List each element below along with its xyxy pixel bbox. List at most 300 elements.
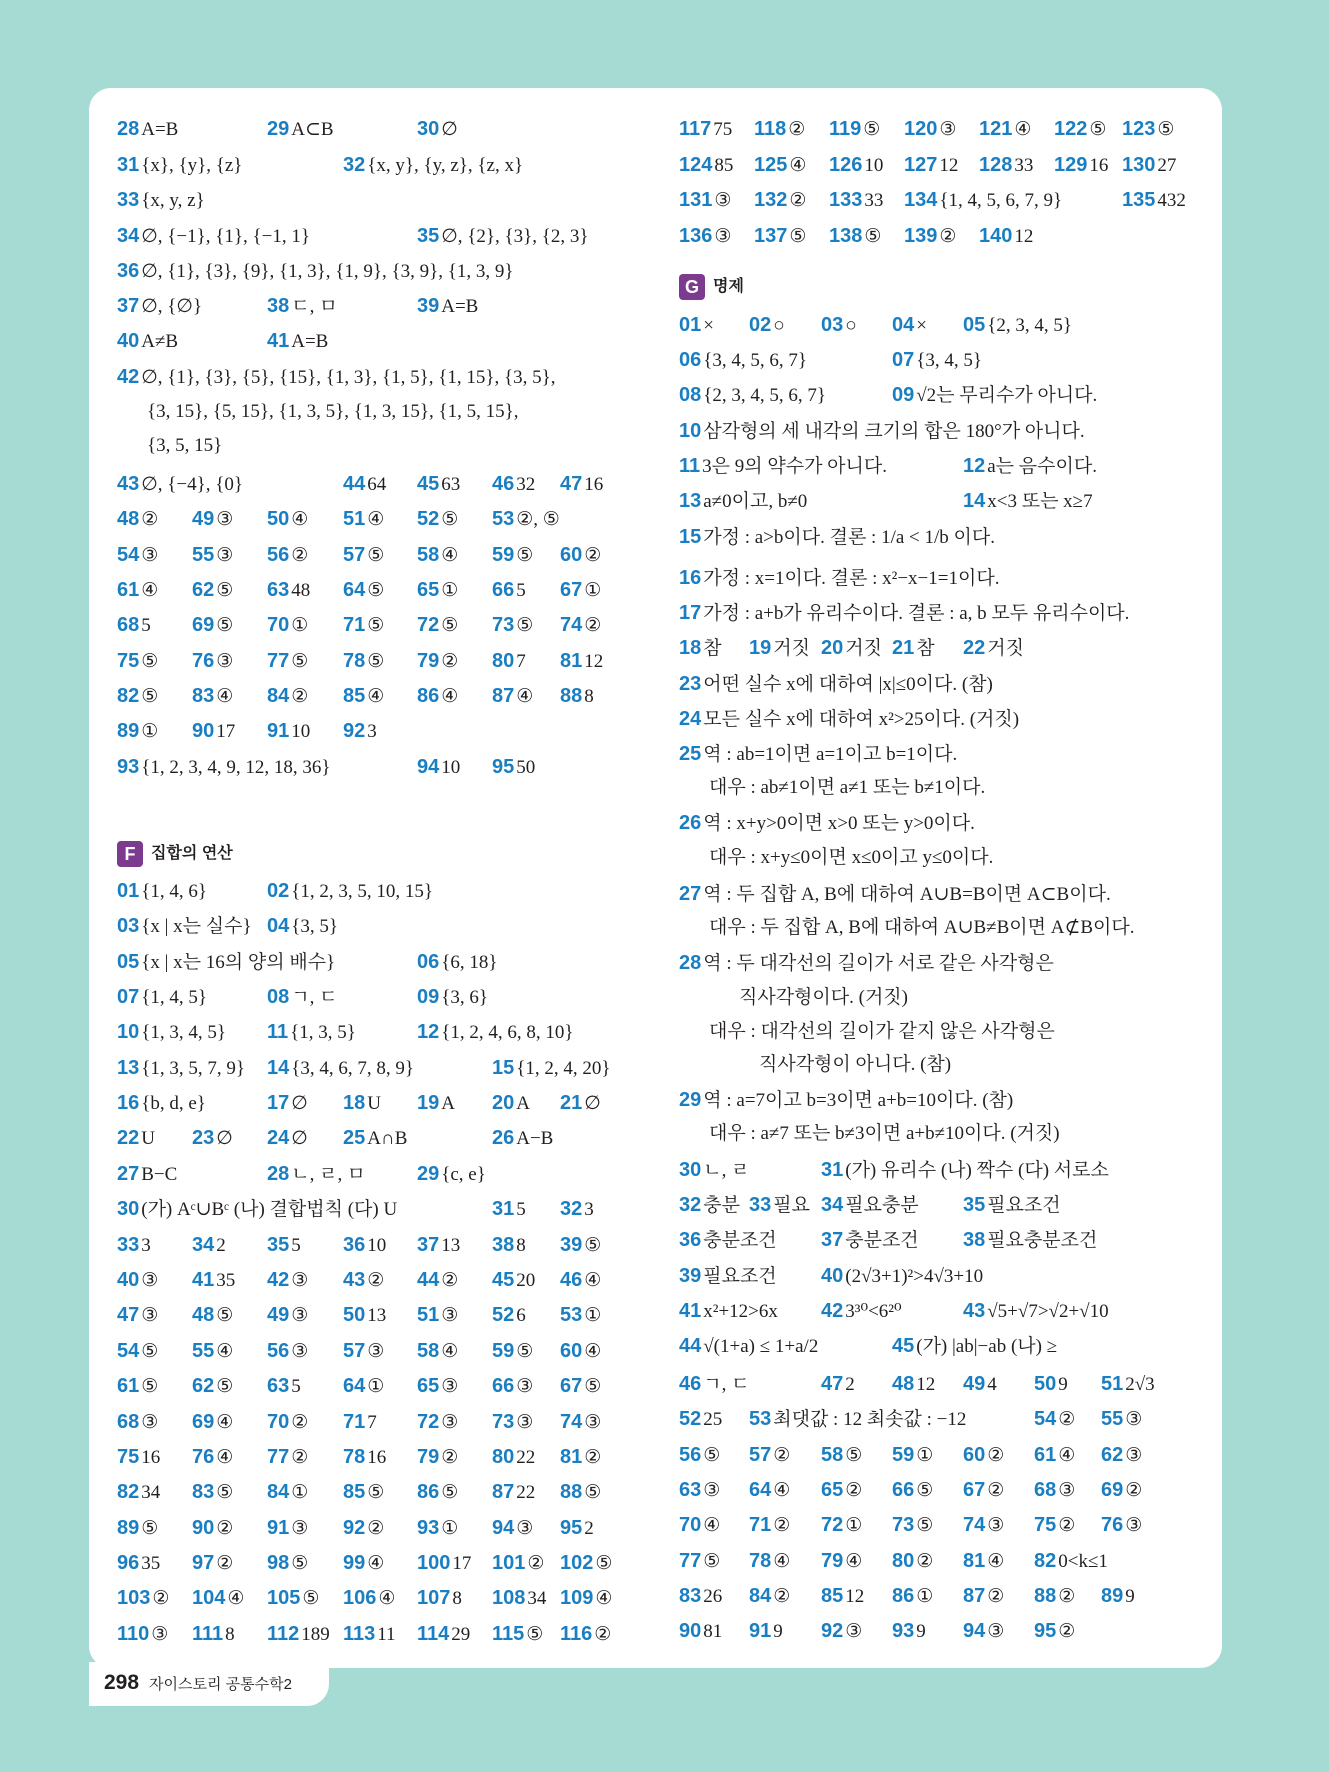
answer-text: ④: [291, 509, 309, 530]
answer-text: A: [441, 1093, 455, 1114]
problem-number: 73: [492, 1411, 515, 1433]
answer-item: [267, 1442, 308, 1473]
problem-number: 50: [1034, 1373, 1057, 1395]
answer-item: [343, 716, 377, 747]
answer-item: [417, 1300, 458, 1331]
answer-text: ③: [441, 1305, 459, 1326]
answer-item: [117, 1230, 151, 1261]
answer-item: [963, 310, 1072, 341]
answer-text: ⑤: [584, 1482, 602, 1503]
problem-number: 05: [963, 314, 986, 336]
answer-item: [117, 150, 242, 181]
answer-text: ②: [367, 1270, 385, 1291]
answer-text: 참: [703, 638, 722, 659]
problem-number: 83: [192, 1481, 215, 1503]
answer-item: [117, 911, 252, 942]
answer-text: {6, 18}: [441, 952, 498, 973]
problem-number: 59: [892, 1444, 915, 1466]
answer-item: [892, 633, 935, 664]
answer-item: [679, 380, 826, 411]
answer-item: [679, 1475, 720, 1506]
answer-text: 직사각형이 아니다. (참): [759, 1054, 952, 1075]
answer-text: {1, 2, 3, 5, 10, 15}: [291, 881, 433, 902]
answer-item: [679, 310, 714, 341]
problem-number: 03: [117, 915, 140, 937]
answer-text: ③: [291, 1305, 309, 1326]
answer-text: 9: [1058, 1374, 1068, 1395]
answer-item: [963, 1546, 1004, 1577]
problem-number: 65: [417, 579, 440, 601]
problem-number: 55: [192, 1340, 215, 1362]
answer-item: [904, 221, 956, 252]
answer-text: ⑤: [367, 651, 385, 672]
answer-item: [963, 1369, 997, 1400]
problem-number: 52: [417, 508, 440, 530]
answer-text: ①: [441, 580, 459, 601]
answer-text: 대우 : 두 집합 A, B에 대하여 A∪B≠B이면 A⊄B이다.: [709, 917, 1135, 938]
problem-number: 124: [679, 154, 713, 176]
problem-number: 16: [117, 1092, 140, 1114]
answer-item: [679, 1510, 720, 1541]
answer-text: ⑤: [141, 1341, 159, 1362]
problem-number: 45: [417, 473, 440, 495]
answer-text: A=B: [291, 331, 329, 352]
answer-text: 35: [216, 1270, 236, 1291]
answer-text: ⑤: [595, 1553, 613, 1574]
answer-item: [492, 610, 533, 641]
answer-item: [1034, 1369, 1068, 1400]
problem-number: 87: [492, 1481, 515, 1503]
answer-item: [267, 911, 338, 942]
answer-text: ④: [1058, 1445, 1076, 1466]
problem-number: 64: [343, 1375, 366, 1397]
answer-text: 25: [703, 1409, 723, 1430]
answer-text: ④: [367, 686, 385, 707]
answer-text: 32: [516, 474, 536, 495]
problem-number: 101: [492, 1552, 526, 1574]
problem-number: 123: [1122, 118, 1156, 140]
problem-number: 20: [492, 1092, 515, 1114]
answer-text: ④: [773, 1551, 791, 1572]
problem-number: 78: [343, 1446, 366, 1468]
answer-text: ①: [584, 580, 602, 601]
problem-number: 81: [963, 1550, 986, 1572]
answer-text: {3, 4, 6, 7, 8, 9}: [291, 1058, 414, 1079]
problem-number: 86: [892, 1585, 915, 1607]
answer-item: [679, 416, 1085, 447]
answer-item: [343, 1619, 396, 1650]
problem-number: 83: [192, 685, 215, 707]
answer-text: ③: [987, 1621, 1005, 1642]
answer-text: ∅: [216, 1128, 233, 1149]
answer-text: 4: [987, 1374, 997, 1395]
problem-number: 80: [492, 1446, 515, 1468]
answer-text: ⑤: [916, 1515, 934, 1536]
answer-text: 가정 : a>b이다. 결론 : 1/a < 1/b 이다.: [703, 527, 995, 548]
answer-text: A⊂B: [291, 119, 334, 140]
problem-number: 72: [417, 614, 440, 636]
problem-number: 31: [492, 1198, 515, 1220]
answer-text: 16: [367, 1447, 387, 1468]
answer-item: [679, 598, 1129, 629]
answer-text: 5: [291, 1235, 301, 1256]
answer-text: 8: [225, 1624, 235, 1645]
answer-item: [560, 1371, 601, 1402]
answer-item: [267, 1053, 414, 1084]
problem-number: 33: [749, 1194, 772, 1216]
answer-item: [492, 1265, 535, 1296]
problem-number: 108: [492, 1587, 526, 1609]
answer-text: 13: [441, 1235, 461, 1256]
problem-number: 70: [267, 1411, 290, 1433]
answer-text: ③: [291, 1518, 309, 1539]
answer-item: [679, 1440, 720, 1471]
problem-number: 70: [679, 1514, 702, 1536]
answer-item: [709, 1119, 1060, 1149]
problem-number: 08: [267, 986, 290, 1008]
problem-number: 73: [492, 614, 515, 636]
section-header-g: [679, 272, 744, 302]
answer-item: [192, 1583, 244, 1614]
problem-number: 37: [417, 1234, 440, 1256]
answer-text: ㄱ, ㄷ: [703, 1374, 750, 1395]
problem-number: 126: [829, 154, 863, 176]
problem-number: 55: [192, 544, 215, 566]
answer-item: [117, 575, 158, 606]
problem-number: 80: [492, 650, 515, 672]
answer-item: [679, 1581, 722, 1612]
problem-number: 28: [117, 118, 140, 140]
answer-text: ②: [584, 545, 602, 566]
answer-text: 16: [584, 474, 604, 495]
answer-text: 역 : ab=1이면 a=1이고 b=1이다.: [703, 744, 958, 765]
answer-item: [979, 221, 1033, 252]
problem-number: 27: [679, 883, 702, 905]
answer-text: 75: [713, 119, 733, 140]
problem-number: 15: [492, 1057, 515, 1079]
problem-number: 34: [192, 1234, 215, 1256]
problem-number: 127: [904, 154, 938, 176]
problem-number: 74: [963, 1514, 986, 1536]
answer-text: ②: [1125, 1480, 1143, 1501]
answer-item: [492, 1336, 533, 1367]
answer-item: [417, 1230, 460, 1261]
problem-number: 75: [117, 1446, 140, 1468]
problem-number: 23: [679, 673, 702, 695]
problem-number: 82: [1034, 1550, 1057, 1572]
answer-text: ⑤: [216, 1482, 234, 1503]
answer-item: [417, 1265, 458, 1296]
answer-text: {2, 3, 4, 5, 6, 7}: [703, 385, 826, 406]
book-title: 자이스토리 공통수학2: [149, 1676, 292, 1693]
answer-item: [492, 1619, 543, 1650]
answer-item: [267, 575, 310, 606]
problem-number: 03: [821, 314, 844, 336]
answer-text: ①: [291, 1482, 309, 1503]
answer-text: B−C: [141, 1164, 178, 1185]
answer-item: [117, 1583, 169, 1614]
problem-number: 12: [963, 455, 986, 477]
answer-text: (가) |ab|−ab (나) ≥: [916, 1336, 1058, 1357]
answer-text: 2√3: [1125, 1374, 1155, 1395]
answer-item: [821, 1510, 862, 1541]
problem-number: 90: [679, 1620, 702, 1642]
problem-number: 57: [343, 1340, 366, 1362]
answer-item: [117, 610, 151, 641]
answer-item: [560, 1583, 612, 1614]
answer-text: ②: [584, 615, 602, 636]
answer-text: 3: [367, 721, 377, 742]
answer-text: ③: [141, 545, 159, 566]
answer-text: {3, 6}: [441, 987, 488, 1008]
answer-text: ③: [441, 1376, 459, 1397]
answer-item: [417, 1336, 458, 1367]
answer-text: 10: [367, 1235, 387, 1256]
answer-item: [147, 431, 222, 461]
answer-item: [979, 114, 1031, 145]
problem-number: 49: [192, 508, 215, 530]
problem-number: 93: [892, 1620, 915, 1642]
problem-number: 112: [267, 1623, 300, 1645]
answer-text: ⑤: [141, 1376, 159, 1397]
answer-item: [749, 1616, 783, 1647]
problem-number: 08: [679, 384, 702, 406]
answer-text: ①: [916, 1586, 934, 1607]
answer-text: A≠B: [141, 331, 179, 352]
section-title: 명제: [713, 278, 744, 295]
problem-number: 50: [267, 508, 290, 530]
answer-text: {3, 5, 15}: [147, 435, 223, 456]
answer-text: ③: [516, 1376, 534, 1397]
answer-item: [679, 150, 733, 181]
answer-text: ①: [916, 1445, 934, 1466]
problem-number: 68: [117, 614, 140, 636]
problem-number: 88: [1034, 1585, 1057, 1607]
answer-item: [417, 1159, 486, 1190]
problem-number: 140: [979, 225, 1013, 247]
answer-text: ③: [939, 119, 957, 140]
answer-item: [267, 716, 310, 747]
answer-item: [267, 1477, 308, 1508]
answer-text: ∅, {1}, {3}, {9}, {1, 3}, {1, 9}, {3, 9}, {1, 3, 9}: [141, 261, 514, 282]
answer-text: ④: [141, 580, 159, 601]
answer-text: 0<k≤1: [1058, 1551, 1108, 1572]
answer-item: [679, 451, 887, 482]
answer-text: 8: [584, 686, 594, 707]
answer-text: ⑤: [367, 545, 385, 566]
answer-text: ④: [703, 1515, 721, 1536]
answer-item: [679, 114, 732, 145]
problem-number: 32: [560, 1198, 583, 1220]
answer-text: {1, 4, 5}: [141, 987, 207, 1008]
answer-item: [417, 1619, 470, 1650]
answer-item: [679, 1261, 777, 1292]
answer-item: [1034, 1440, 1075, 1471]
problem-number: 66: [492, 1375, 515, 1397]
problem-number: 104: [192, 1587, 226, 1609]
answer-item: [1101, 1369, 1155, 1400]
problem-number: 07: [892, 349, 915, 371]
answer-item: [417, 1477, 458, 1508]
answer-item: [117, 646, 158, 677]
answer-text: ㄴ, ㄹ, ㅁ: [291, 1164, 366, 1185]
answer-item: [492, 681, 533, 712]
answer-item: [267, 1619, 330, 1650]
problem-number: 69: [192, 614, 215, 636]
problem-number: 46: [492, 473, 515, 495]
problem-number: 13: [117, 1057, 140, 1079]
answer-text: ②: [939, 226, 957, 247]
problem-number: 33: [117, 189, 140, 211]
answer-text: ⑤: [703, 1445, 721, 1466]
problem-number: 30: [679, 1159, 702, 1181]
problem-number: 68: [117, 1411, 140, 1433]
problem-number: 75: [1034, 1514, 1057, 1536]
problem-number: 114: [417, 1623, 450, 1645]
answer-text: ⑤: [216, 1376, 234, 1397]
answer-item: [892, 1546, 933, 1577]
answer-item: [749, 1190, 810, 1221]
problem-number: 87: [492, 685, 515, 707]
answer-text: ⑤: [703, 1551, 721, 1572]
answer-text: {1, 4, 6}: [141, 881, 207, 902]
answer-text: {1, 3, 5}: [290, 1022, 356, 1043]
problem-number: 110: [117, 1623, 150, 1645]
answer-item: [679, 1369, 749, 1400]
answer-text: ②: [1058, 1409, 1076, 1430]
answer-text: 대우 : a≠7 또는 b≠3이면 a+b≠10이다. (거짓): [709, 1123, 1060, 1144]
answer-item: [749, 1475, 790, 1506]
answer-text: ⑤: [1157, 119, 1175, 140]
problem-number: 35: [963, 1194, 986, 1216]
answer-item: [821, 1190, 919, 1221]
problem-number: 128: [979, 154, 1013, 176]
problem-number: 04: [892, 314, 915, 336]
answer-text: ②: [441, 1447, 459, 1468]
answer-item: [963, 486, 1093, 517]
problem-number: 18: [679, 637, 702, 659]
problem-number: 47: [821, 1373, 844, 1395]
answer-text: ②: [291, 545, 309, 566]
answer-text: 필요: [773, 1195, 810, 1216]
problem-number: 40: [117, 1269, 140, 1291]
answer-item: [117, 1088, 206, 1119]
problem-number: 90: [192, 720, 215, 742]
answer-item: [904, 114, 956, 145]
answer-text: ④: [367, 1553, 385, 1574]
answer-text: ②: [1058, 1586, 1076, 1607]
section-header-f: [117, 839, 233, 869]
answer-item: [343, 646, 384, 677]
answer-item: [821, 1225, 919, 1256]
problem-number: 119: [829, 118, 862, 140]
problem-number: 71: [343, 614, 366, 636]
problem-number: 20: [821, 637, 844, 659]
answer-text: ②: [291, 1412, 309, 1433]
answer-text: ③: [291, 1270, 309, 1291]
answer-text: ∅, {−4}, {0}: [141, 474, 243, 495]
answer-item: [267, 876, 433, 907]
problem-number: 38: [963, 1229, 986, 1251]
answer-item: [192, 1407, 233, 1438]
answer-item: [117, 1477, 160, 1508]
problem-number: 137: [754, 225, 788, 247]
answer-text: ③: [216, 545, 234, 566]
answer-text: ②: [216, 1553, 234, 1574]
answer-text: {3, 4, 5}: [916, 350, 982, 371]
answer-item: [560, 646, 603, 677]
answer-text: 역 : 두 집합 A, B에 대하여 A∪B=B이면 A⊂B이다.: [703, 884, 1111, 905]
problem-number: 32: [679, 1194, 702, 1216]
answer-text: ②: [987, 1586, 1005, 1607]
answer-item: [343, 540, 384, 571]
answer-item: [679, 1190, 740, 1221]
problem-number: 51: [1101, 1373, 1124, 1395]
answer-text: 참: [916, 638, 935, 659]
problem-number: 103: [117, 1587, 151, 1609]
problem-number: 01: [679, 314, 702, 336]
problem-number: 86: [417, 685, 440, 707]
answer-item: [192, 681, 233, 712]
problem-number: 40: [821, 1265, 844, 1287]
problem-number: 106: [343, 1587, 377, 1609]
answer-text: ④: [441, 545, 459, 566]
answer-text: {1, 2, 4, 6, 8, 10}: [441, 1022, 574, 1043]
answer-item: [492, 540, 533, 571]
answer-text: ③: [987, 1515, 1005, 1536]
answer-item: [117, 947, 335, 978]
answer-text: ⑤: [845, 1445, 863, 1466]
problem-number: 33: [117, 1234, 140, 1256]
answer-text: ④: [367, 509, 385, 530]
answer-item: [417, 610, 458, 641]
answer-text: 5: [141, 615, 151, 636]
problem-number: 22: [963, 637, 986, 659]
answer-item: [492, 1194, 526, 1225]
answer-item: [829, 150, 883, 181]
problem-number: 48: [892, 1373, 915, 1395]
answer-item: [492, 1300, 526, 1331]
answer-item: [821, 310, 857, 341]
answer-item: [679, 879, 1111, 910]
problem-number: 29: [417, 1163, 440, 1185]
problem-number: 39: [679, 1265, 702, 1287]
answer-text: 9: [1125, 1586, 1135, 1607]
answer-item: [192, 504, 233, 535]
problem-number: 75: [117, 650, 140, 672]
answer-item: [117, 681, 158, 712]
problem-number: 35: [417, 225, 440, 247]
problem-number: 76: [192, 1446, 215, 1468]
answer-text: 34: [527, 1588, 547, 1609]
problem-number: 79: [417, 1446, 440, 1468]
answer-text: ⑤: [302, 1588, 320, 1609]
answer-item: [117, 504, 158, 535]
problem-number: 77: [267, 650, 290, 672]
answer-text: ⑤: [367, 615, 385, 636]
answer-text: 가정 : x=1이다. 결론 : x²−x−1=1이다.: [703, 568, 1000, 589]
answer-item: [679, 1085, 1013, 1116]
problem-number: 45: [492, 1269, 515, 1291]
problem-number: 92: [343, 1517, 366, 1539]
answer-text: ⑤: [584, 1235, 602, 1256]
problem-number: 84: [749, 1585, 772, 1607]
answer-item: [267, 1371, 301, 1402]
answer-item: [343, 1407, 377, 1438]
answer-text: ③: [1125, 1409, 1143, 1430]
problem-number: 66: [492, 579, 515, 601]
answer-text: ③: [516, 1518, 534, 1539]
